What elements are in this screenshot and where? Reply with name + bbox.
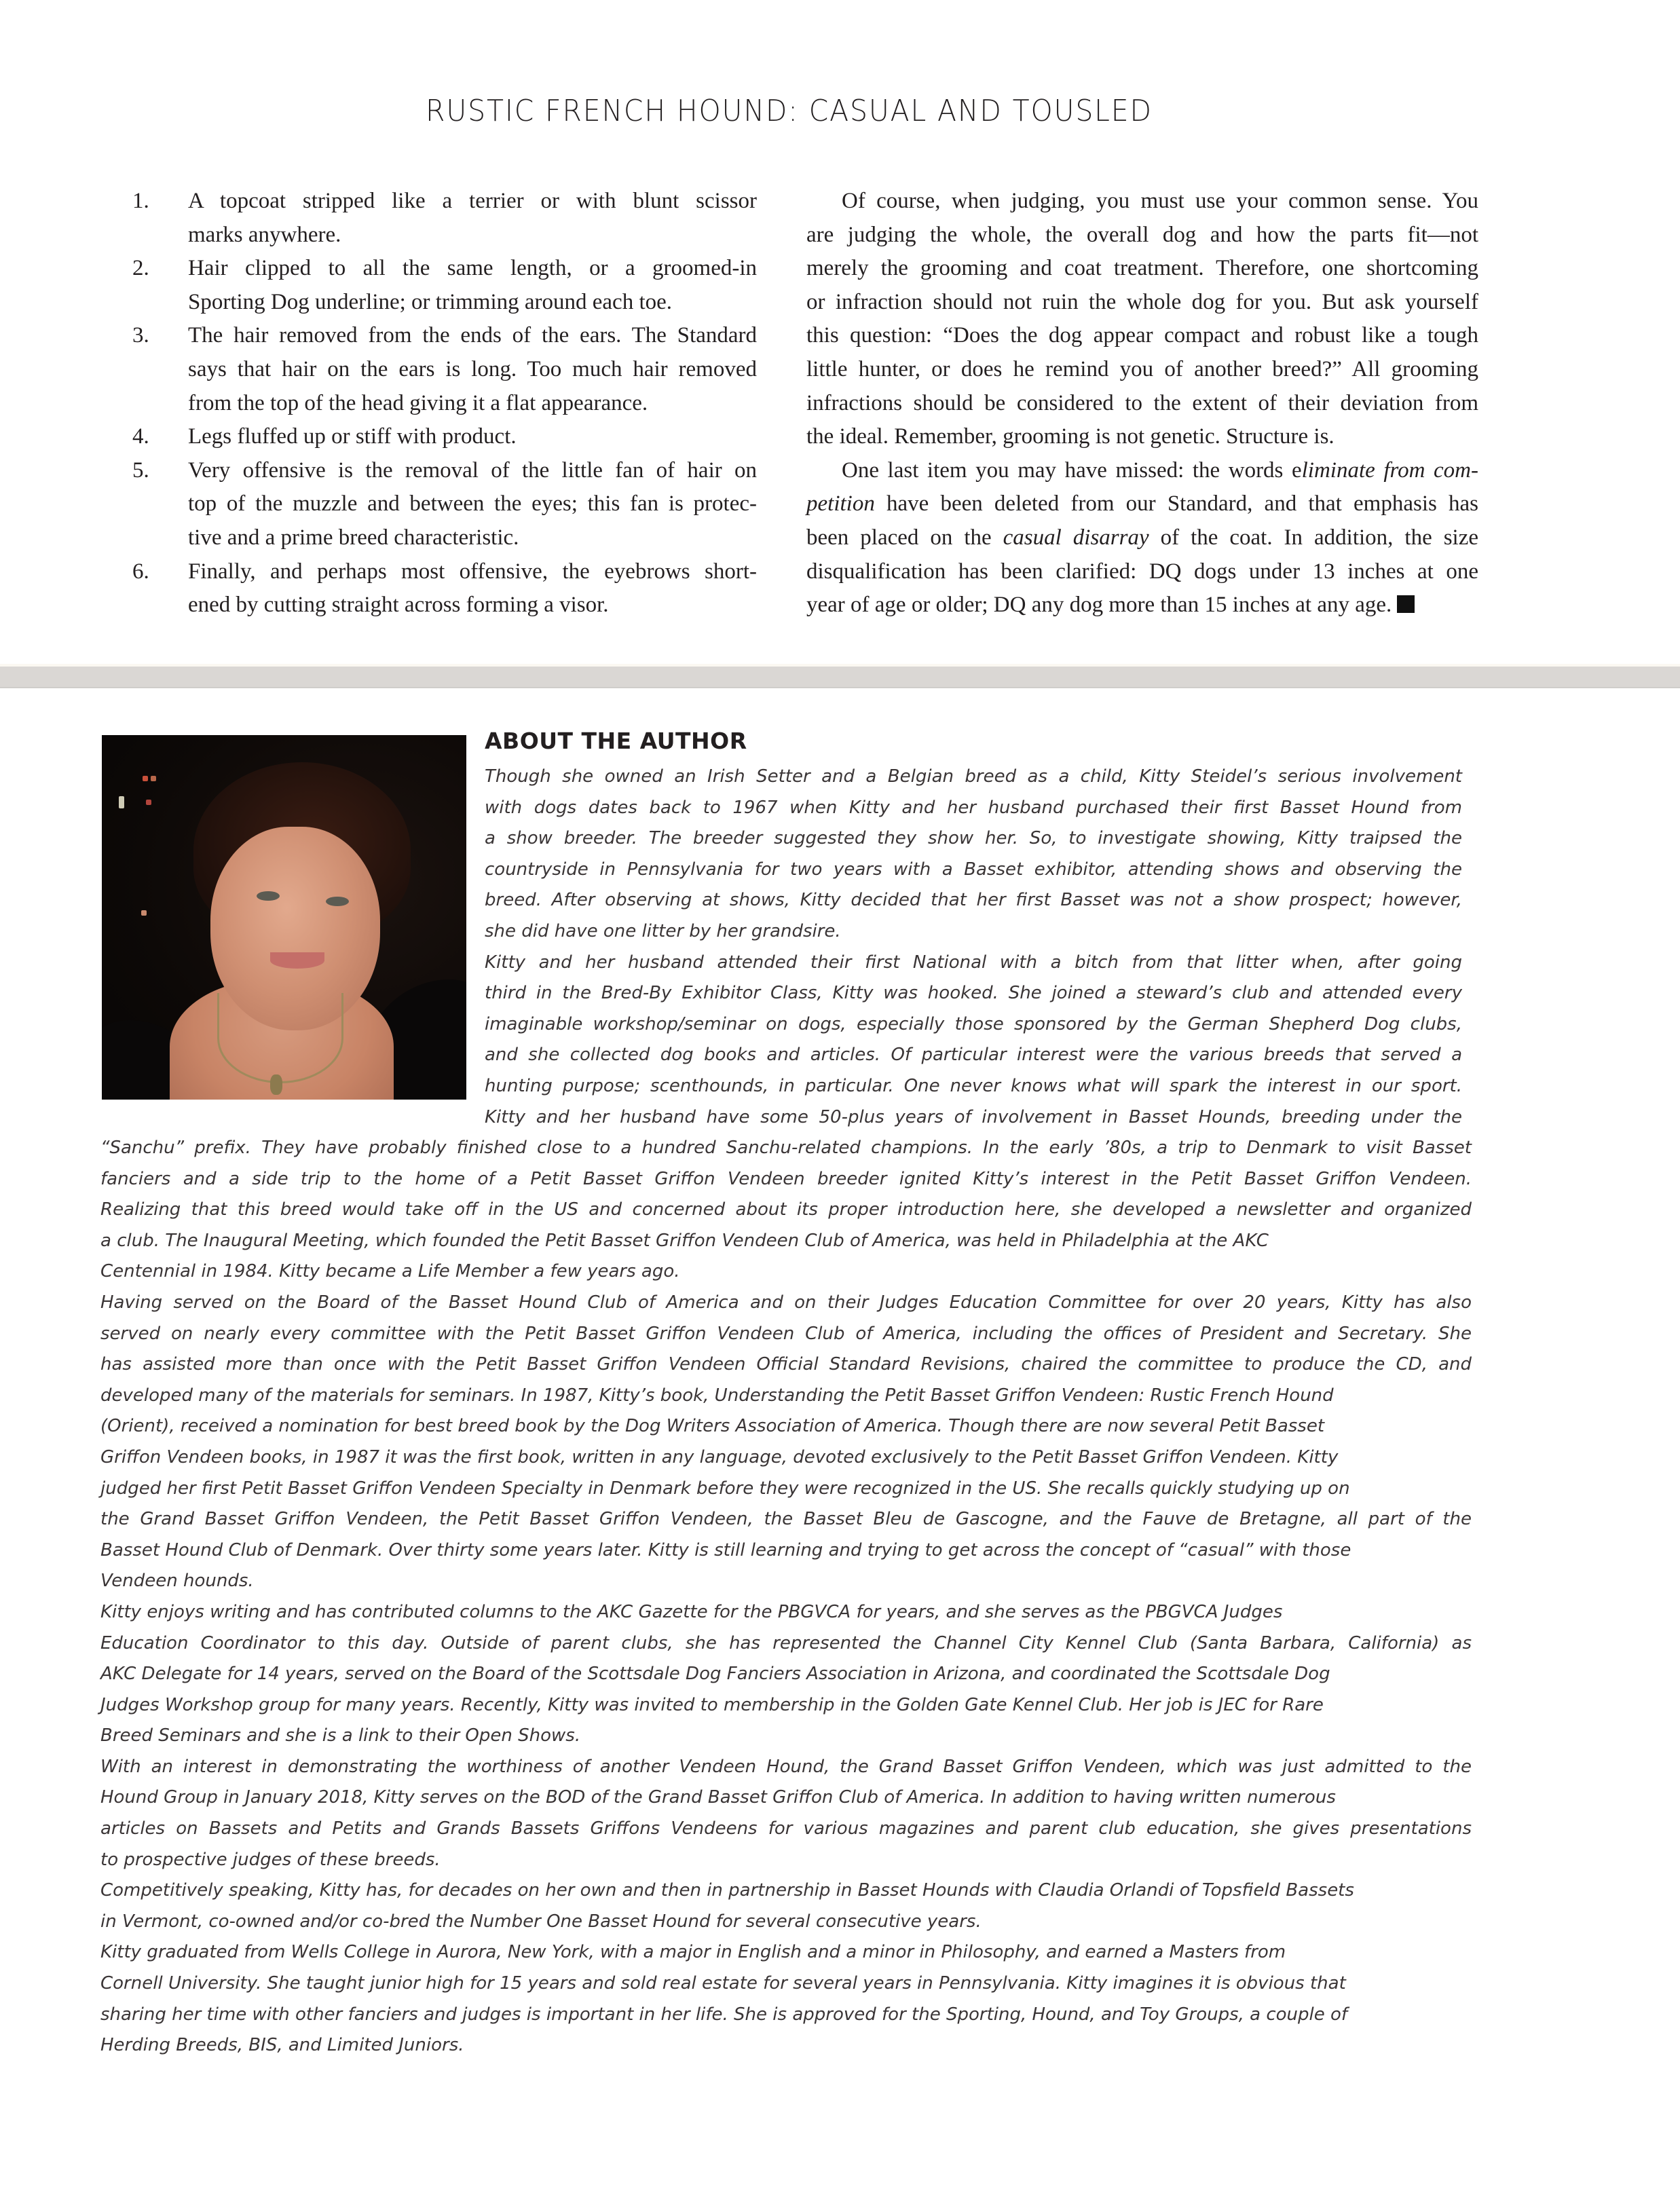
list-item	[132, 252, 757, 319]
text-span: of the coat. In addition, the size	[1149, 525, 1479, 550]
list-item	[132, 555, 757, 622]
bio-line: she did have one litter by her grandsire.	[485, 920, 841, 941]
text-span: been placed on the	[806, 525, 1003, 550]
bio-line: “Sanchu” prefix. They have probably finished close to a hundred Sanchu-related champions. In the early ’80s, a trip to Denmark to visit Basset	[100, 1138, 1472, 1158]
bio-line: served on nearly every committee with the Petit Basset Griffon Vendeen Club of America, including the offices of President and Secretary. She	[100, 1323, 1472, 1344]
page-title: RUSTIC FRENCH HOUND: CASUAL AND TOUSLED	[426, 94, 1153, 128]
list-item	[132, 185, 757, 252]
bio-line: Kitty and her husband attended their first National with a bitch from that litter when, after going	[485, 952, 1462, 973]
text-line: Finally, and perhaps most offensive, the eyebrows short-	[188, 559, 757, 584]
bokeh-light	[141, 910, 147, 916]
bio-line: Vendeen hounds.	[100, 1571, 254, 1592]
photo-eye	[257, 891, 280, 901]
text-line: tive and a prime breed characteristic.	[188, 525, 519, 550]
list-number: 6.	[132, 559, 149, 584]
text-line: The hair removed from the ends of the ears. The Standard	[188, 323, 757, 348]
text-line: says that hair on the ears is long. Too much hair removed	[188, 356, 757, 381]
bio-line: has assisted more than once with the Petit Basset Griffon Vendeen Official Standard Revisions, chaired the committee to produce the CD, and	[100, 1354, 1472, 1375]
text-line: Of course, when judging, you must use your common sense. You	[842, 189, 1478, 213]
text-line: Hair clipped to all the same length, or a groomed-in	[188, 256, 757, 281]
list-number: 4.	[132, 424, 149, 449]
text-span: year of age or older; DQ any dog more than 15 inches at any age.	[806, 593, 1392, 618]
bio-line: Having served on the Board of the Basset Hound Club of America and on their Judges Education Committee for over 20 years, Kitty has also	[100, 1292, 1472, 1313]
bio-line: Herding Breeds, BIS, and Limited Juniors.	[100, 2035, 464, 2056]
list-item	[132, 319, 757, 420]
bio-line: Education Coordinator to this day. Outside of parent clubs, she has represented the Channel City Kennel Club (Santa Barbara, California) as	[100, 1632, 1472, 1653]
photo-necklace	[217, 993, 343, 1083]
bio-line: the Grand Basset Griffon Vendeen, the Petit Basset Griffon Vendeen, the Basset Bleu de Gascogne, and the Fauve de Bretagne, all part of the	[100, 1509, 1472, 1530]
bio-line: judged her first Petit Basset Griffon Vendeen Specialty in Denmark before they were recognized in the US. She recalls quickly studying up on	[100, 1478, 1350, 1499]
text-line: are judging the whole, the overall dog and how the parts fit—not	[806, 222, 1478, 247]
text-line: Very offensive is the removal of the little fan of hair on	[188, 457, 757, 483]
bio-line: Hound Group in January 2018, Kitty serves on the BOD of the Grand Basset Griffon Club of America. In addition to having written numerous	[100, 1787, 1336, 1808]
italic-phrase: petition	[806, 491, 875, 517]
bio-line: third in the Bred-By Exhibitor Class, Kitty was hooked. She joined a steward’s club and attended every	[485, 983, 1462, 1004]
text-line: top of the muzzle and between the eyes; this fan is protec-	[188, 491, 757, 517]
author-bio-beside-photo	[485, 762, 1462, 1133]
text-line: merely the grooming and coat treatment. Therefore, one shortcoming	[806, 256, 1478, 281]
bio-line: fanciers and a side trip to the home of a Petit Basset Griffon Vendeen breeder ignited Kitty’s interest in the Petit Basset Griffon Vendeen.	[100, 1168, 1472, 1189]
section-divider-bar	[0, 667, 1680, 688]
end-of-article-square-icon	[1397, 595, 1415, 613]
author-photo	[102, 735, 466, 1100]
text-line	[806, 588, 1478, 622]
bio-line: (Orient), received a nomination for best breed book by the Dog Writers Association of America. Though there are now several Petit Basset	[100, 1416, 1325, 1437]
list-number: 2.	[132, 256, 149, 281]
list-number: 3.	[132, 323, 149, 348]
list-item	[132, 454, 757, 555]
text-line: Legs fluffed up or stiff with product.	[188, 424, 517, 449]
italic-phrase: liminate from com-	[1301, 457, 1478, 483]
bokeh-light	[119, 796, 124, 808]
text-line: little hunter, or does he remind you of another breed?” All grooming	[806, 356, 1478, 381]
text-line: A topcoat stripped like a terrier or with blunt scissor	[188, 189, 757, 213]
bio-line: Centennial in 1984. Kitty became a Life Member a few years ago.	[100, 1261, 680, 1282]
author-bio-below-photo	[100, 1133, 1472, 2061]
bio-line: Kitty and her husband have some 50-plus years of involvement in Basset Hounds, breeding under the	[485, 1106, 1462, 1127]
bio-line: Though she owned an Irish Setter and a Belgian breed as a child, Kitty Steidel’s serious involvement	[485, 766, 1462, 787]
photo-pendant	[270, 1074, 282, 1095]
grooming-faults-list	[132, 185, 757, 622]
bio-line: with dogs dates back to 1967 when Kitty and her husband purchased their first Basset Hound from	[485, 797, 1462, 818]
bio-line: imaginable workshop/seminar on dogs, especially those sponsored by the German Shepherd Dog clubs,	[485, 1013, 1462, 1034]
bio-line: in Vermont, co-owned and/or co-bred the Number One Basset Hound for several consecutive years.	[100, 1911, 982, 1932]
paragraph-common-sense	[806, 185, 1478, 454]
bio-line: sharing her time with other fanciers and judges is important in her life. She is approved for the Sporting, Hound, and Toy Groups, a couple of	[100, 2004, 1348, 2025]
italic-phrase: casual disarray	[1003, 525, 1149, 550]
bokeh-light	[143, 776, 148, 781]
text-line: infractions should be considered to the extent of their deviation from	[806, 390, 1478, 415]
bio-line: and she collected dog books and articles. Of particular interest were the various breeds that served a	[485, 1045, 1462, 1066]
text-line: this question: “Does the dog appear compact and robust like a tough	[806, 323, 1478, 348]
bio-line: With an interest in demonstrating the worthiness of another Vendeen Hound, the Grand Basset Griffon Vendeen, which was just admitted to the	[100, 1756, 1472, 1777]
text-line	[806, 521, 1478, 555]
bio-line: Judges Workshop group for many years. Recently, Kitty was invited to membership in the Golden Gate Kennel Club. Her job is JEC for Rare	[100, 1694, 1324, 1715]
bio-line: articles on Bassets and Petits and Grands Bassets Griffons Vendeens for various magazines and parent club education, she gives presentations	[100, 1818, 1472, 1839]
text-line: Sporting Dog underline; or trimming around each toe.	[188, 289, 673, 314]
bio-line: Realizing that this breed would take off in the US and concerned about its proper introduction here, she developed a newsletter and organized	[100, 1199, 1472, 1220]
text-line: ened by cutting straight across forming a visor.	[188, 593, 609, 618]
bio-line: developed many of the materials for seminars. In 1987, Kitty’s book, Understanding the Petit Basset Griffon Vendeen: Rustic French Hound	[100, 1385, 1334, 1406]
text-line: from the top of the head giving it a flat appearance.	[188, 390, 648, 415]
bio-line: to prospective judges of these breeds.	[100, 1849, 441, 1870]
text-line: the ideal. Remember, grooming is not genetic. Structure is.	[806, 424, 1334, 449]
text-line: disqualification has been clarified: DQ dogs under 13 inches at one	[806, 559, 1478, 584]
photo-mouth	[270, 952, 324, 969]
text-line: or infraction should not ruin the whole dog for you. But ask yourself	[806, 289, 1478, 314]
list-number: 1.	[132, 189, 149, 213]
text-span: One last item you may have missed: the words e	[842, 457, 1302, 483]
bio-line: Basset Hound Club of Denmark. Over thirty some years later. Kitty is still learning and trying to get across the concept of “casual” with those	[100, 1539, 1351, 1560]
bio-line: Kitty graduated from Wells College in Aurora, New York, with a major in English and a minor in Philosophy, and earned a Masters from	[100, 1942, 1286, 1963]
text-line	[806, 487, 1478, 521]
list-item	[132, 420, 757, 454]
article-right-column	[806, 185, 1478, 622]
bio-line: Cornell University. She taught junior high for 15 years and sold real estate for several years in Pennsylvania. Kitty imagines it is obvious that	[100, 1973, 1346, 1994]
bokeh-light	[146, 800, 151, 805]
bio-line: Breed Seminars and she is a link to their Open Shows.	[100, 1725, 581, 1746]
bio-line: Griffon Vendeen books, in 1987 it was the first book, written in any language, devoted exclusively to the Petit Basset Griffon Vendeen. Kitty	[100, 1446, 1339, 1467]
text-line	[806, 454, 1478, 488]
text-span: have been deleted from our Standard, and that emphasis has	[874, 491, 1478, 517]
about-the-author-heading: ABOUT THE AUTHOR	[485, 728, 747, 754]
photo-eye	[326, 897, 349, 906]
bio-line: countryside in Pennsylvania for two years with a Basset exhibitor, attending shows and observing the	[485, 859, 1462, 880]
text-line: marks anywhere.	[188, 222, 341, 247]
list-number: 5.	[132, 457, 149, 483]
bio-line: Competitively speaking, Kitty has, for decades on her own and then in partnership in Basset Hounds with Claudia Orlandi of Topsfield Bassets	[100, 1880, 1354, 1901]
bio-line: breed. After observing at shows, Kitty decided that her first Basset was not a show prospect; however,	[485, 890, 1462, 911]
paragraph-last-item	[806, 454, 1478, 622]
bio-line: AKC Delegate for 14 years, served on the Board of the Scottsdale Dog Fanciers Association in Arizona, and coordinated the Scottsdale Dog	[100, 1664, 1330, 1685]
bokeh-light	[151, 776, 156, 781]
bio-line: hunting purpose; scenthounds, in particular. One never knows what will spark the interest in our sport.	[485, 1075, 1462, 1096]
bio-line: Kitty enjoys writing and has contributed columns to the AKC Gazette for the PBGVCA for years, and she serves as the PBGVCA Judges	[100, 1601, 1283, 1622]
bio-line: a show breeder. The breeder suggested they show her. So, to investigate showing, Kitty traipsed the	[485, 828, 1462, 849]
bio-line: a club. The Inaugural Meeting, which founded the Petit Basset Griffon Vendeen Club of America, was held in Philadelphia at the AKC	[100, 1230, 1269, 1251]
